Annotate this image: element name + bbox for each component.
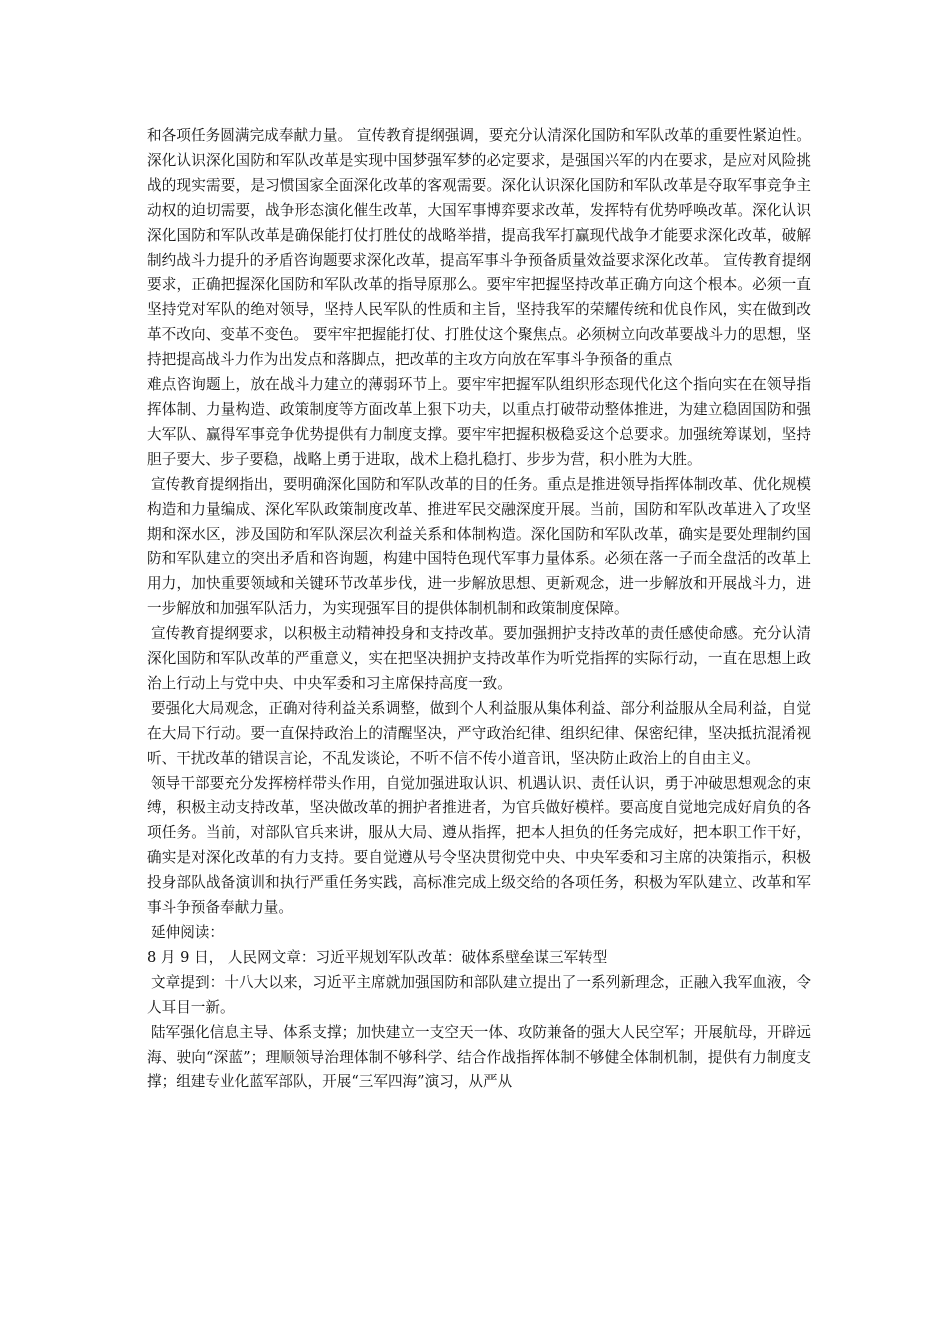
- paragraph-support-reform: 宣传教育提纲要求，以积极主动精神投身和支持改革。要加强拥护支持改革的责任感使命感。充分认清深化国防和军队改革的严重意义，实在把坚决拥护支持改革作为听党指挥的实际行动，一直在思想上政治上行动上与党中央、中央军委和习主席保持高度一致。: [147, 625, 811, 692]
- paragraph-military-transformation: 陆军强化信息主导、体系支撑；加快建立一支空天一体、攻防兼备的强大人民空军；开展航母，开辟远海、驶向“深蓝”；理顺领导治理体制不够科学、结合作战指挥体制不够健全体制机制，提供有力制度支撑；组建专业化蓝军部队，开展“三军四海”演习，从严从: [147, 1023, 811, 1091]
- paragraph-overall-situation: 要强化大局观念，正确对待利益关系调整，做到个人利益服从集体利益、部分利益服从全局利益，自觉在大局下行动。要一直保持政治上的清醒坚决，严守政治纪律、组织纪律、保密纪律，坚决抵抗混淆视听、干扰改革的错误言论，不乱发谈论，不听不信不传小道音讯，坚决防止政治上的自由主义。: [147, 699, 811, 767]
- paragraph-reform-importance: 和各项任务圆满完成奉献力量。 宣传教育提纲强调，要充分认清深化国防和军队改革的重要性紧迫性。深化认识深化国防和军队改革是实现中国梦强军梦的必定要求，是强国兴军的内在要求，是应对风险挑战的现实需要，是习惯国家全面深化改革的客观需要。深化认识深化国防和军队改革是夺取军事竞争主动权的迫切需要，战争形态演化催生改革，大国军事博弈要求改革，发挥特有优势呼唤改革。深化认识深化国防和军队改革是确保能打仗打胜仗的战略举措，提高我军打赢现代战争才能要求深化改革，破解制约战斗力提升的矛盾咨询题要求深化改革，提高军事斗争预备质量效益要求深化改革。 宣传教育提纲要求，正确把握深化国防和军队改革的指导原那么。要牢牢把握坚持改革正确方向这个根本。必须一直坚持党对军队的绝对领导，坚持人民军队的性质和主旨，坚持我军的荣耀传统和优良作风，实在做到改革不改向、变革不变色。 要牢牢把握能打仗、打胜仗这个聚焦点。必须树立向改革要战斗力的思想，坚持把提高战斗力作为出发点和落脚点，把改革的主攻方向放在军事斗争预备的重点: [147, 127, 811, 369]
- paragraph-leadership-role: 领导干部要充分发挥榜样带头作用，自觉加强进取认识、机遇认识、责任认识，勇于冲破思想观念的束缚，积极主动支持改革，坚决做改革的拥护者推进者，为官兵做好模样。要高度自觉地完成好肩负的各项任务。当前，对部队官兵来讲，服从大局、遵从指挥，把本人担负的任务完成好，把本职工作干好，确实是对深化改革的有力支持。要自觉遵从号令坚决贯彻党中央、中央军委和习主席的决策指示，积极投身部队战备演训和执行严重任务实践，高标准完成上级交给的各项任务，积极为军队建立、改革和军事斗争预备奉献力量。: [147, 774, 811, 917]
- article-reference: 8 月 9 日， 人民网文章：习近平规划军队改革：破体系壁垒谋三军转型: [147, 948, 608, 966]
- extended-reading-heading: 延伸阅读：: [151, 924, 224, 941]
- paragraph-article-summary: 文章提到：十八大以来，习近平主席就加强国防和部队建立提出了一系列新理念，正融入我军血液，令人耳目一新。: [147, 973, 811, 1016]
- paragraph-reform-principles: 难点咨询题上，放在战斗力建立的薄弱环节上。要牢牢把握军队组织形态现代化这个指向实在在领导指挥体制、力量构造、政策制度等方面改革上狠下功夫，以重点打破带动整体推进，为建立稳固国防和强大军队、赢得军事竞争优势提供有力制度支撑。要牢牢把握积极稳妥这个总要求。加强统筹谋划，坚持胆子要大、步子要稳，战略上勇于进取，战术上稳扎稳打、步步为营，积小胜为大胜。: [147, 376, 811, 468]
- document-page: [147, 124, 811, 1095]
- paragraph-reform-goals: 宣传教育提纲指出，要明确深化国防和军队改革的目的任务。重点是推进领导指挥体制改革、优化规模构造和力量编成、深化军队政策制度改革、推进军民交融深度开展。当前，国防和军队改革进入了攻坚期和深水区，涉及国防和军队深层次利益关系和体制构造。深化国防和军队改革，确实是要处理制约国防和军队建立的突出矛盾和咨询题，构建中国特色现代军事力量体系。必须在落一子而全盘活的改革上用力，加快重要领域和关键环节改革步伐，进一步解放思想、更新观念，进一步解放和开展战斗力，进一步解放和加强军队活力，为实现强军目的提供体制机制和政策制度保障。: [147, 475, 811, 618]
